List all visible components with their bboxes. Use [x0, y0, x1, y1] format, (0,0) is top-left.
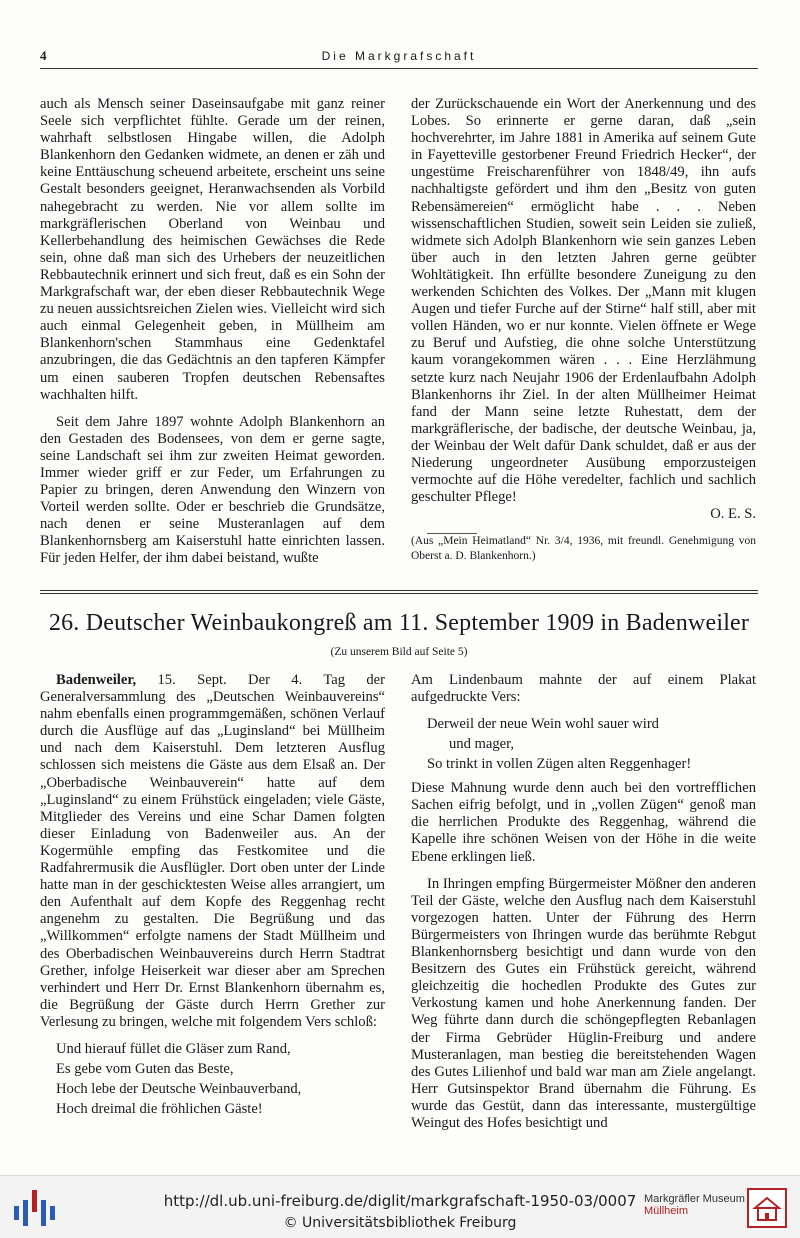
article2-paragraph: [40, 672, 385, 1031]
article2-headline: 26. Deutscher Weinbaukongreß am 11. September 1909 in Badenweiler: [48, 610, 750, 636]
verse-line: Hoch lebe der Deutsche Weinbauverband,: [56, 1080, 302, 1097]
verse-line: Und hierauf füllet die Gläser zum Rand,: [56, 1040, 291, 1057]
article2-paragraph: In Ihringen empfing Bürgermeister Mößner den anderen Teil der Gäste, welche den Ausflug nach dem Kaiserstuhl vorgezogen hatten. Unter der Führung des Herrn Bürgermeisters von Ihringen wurde das berühmte Rebgut Blankenhornsberg besichtigt und dann wurde von den Besitzern des Gutes ein Frühstück gereicht, während gleichzeitig die hochedlen Produkte des Gutes zur Verkostung kamen und hohe Anerkennung fanden. Der Weg führte dann durch die schöngepflegten Rebanlagen der Firma Gebrüder Hüglin-Freiburg und andere Musteranlagen, man bestieg die bereitstehenden Wagen des Gutes Lilienhof und bald war man am Ziele angelangt. Herr Gutsinspektor Brand übernahm die Führung. Es wurde das Gestüt, dann das interessante, mustergültige Weingut des Hofes besichtigt und: [411, 875, 756, 1131]
article2-subline: (Zu unserem Bild auf Seite 5): [330, 646, 468, 658]
dateline: Badenweiler,: [56, 672, 137, 688]
running-header: [40, 48, 758, 68]
article2-column-right: [411, 672, 756, 1132]
article1-paragraph: der Zurückschauende ein Wort der Anerkennung und des Lobes. So erinnerte er gerne daran, daß „sein hochverehrter, im Jahre 1881 in Amerika auf seinem Gute in Fayetteville gestorbener Freund Friedrich Hecker“, der ungestüme Freischarenführer von 1848/49, ihn aufs nachhaltigste gefördert und ihm den „Besitz von guten Rebensämereien“ ermöglicht habe . . . Neben wissenschaftlichen Studien, soweit sein Leiden sie zuließ, widmete sich Adolph Blankenhorn wie sein ganzes Leben über auch in den letzten Jahren gerne geübter Wohltätigkeit. Ihn erfüllte besondere Zuneigung zu den werkenden Schichten des Volkes. Der „Mann mit klugen Augen und tiefer Furche auf der Stirne“ half still, aber mit vollen Händen, wo er nur konnte. Vielen öffnete er Wege zu Beruf und Aufstieg, die ohne solche Unterstützung kaum vorangekommen wären . . . Eine Herzlähmung setzte kurz nach Neujahr 1906 der Erdenlaufbahn Adolph Blankenhorns ihr Ziel. In der alten Müllheimer Heimat fand der Mann seine letzte Ruhestatt, dem der markgräflerische, der badische, der deutsche Weinbau, ja, der Weinbau der Welt dafür Dank schuldet, daß er aus der Niederung ungeordneter Ausübung emporzusteigen vermochte auf die Höhe veredelter, fachlich und sachlich geschulter Pflege!: [411, 96, 756, 506]
verse-line: Es gebe vom Guten das Beste,: [56, 1060, 234, 1077]
page-number: 4: [40, 48, 47, 63]
article2-paragraph: Am Lindenbaum mahnte der auf einem Plakat aufgedruckte Vers:: [411, 672, 756, 706]
signature-line: [411, 506, 756, 523]
header-rule: [40, 68, 758, 69]
article1-paragraph: auch als Mensch seiner Daseinsaufgabe mit ganz reiner Seele sich verpflichtet fühlte. Gerade um der reinen, wahrhaft selbstlosen Hingabe willen, die Adolph Blankenhorn den Gedanken widmete, an denen er zäh und keine Enttäuschung scheuend arbeitete, erscheint uns seine Gestalt besonders geeignet, Heranwachsenden als Vorbild nahegebracht zu werden. Nie vor allem sollte im markgräflerischen Oberland von Weinbau und Kellerbehandlung des heimischen Gewächses die Rede sein, ohne daß man sich des Urhebers der neuzeitlichen Rebbautechnik erinnert und sich freut, daß es ein Sohn der Markgrafschaft war, der eben dieser Rebbautechnik Wege zu neuen aussichtsreichen Zielen wies. Vielleicht wird sich auch einmal Gelegenheit geben, in Müllheim am Blankenhorn'schen Stammhaus eine Gedenktafel anzubringen, die das Gedächtnis an den tapferen Kämpfer um einen sauberen Tropfen deutschen Rebensaftes wachhalten hilft.: [40, 96, 385, 403]
verse-line: und mager,: [449, 736, 515, 753]
article1-paragraph: Seit dem Jahre 1897 wohnte Adolph Blankenhorn an den Gestaden des Bodensees, von dem er gerne sagte, seine Landschaft sei ihm zur zweiten Heimat geworden. Immer wieder griff er zur Feder, um Erfahrungen zu Papier zu bringen, deren Anwendung den Winzern von Vorteil werden sollte. Oder er beschrieb die Grundsätze, nach denen er seine Musteranlagen auf dem Blankenhornsberg am Kaiserstuhl hatte einrichten lassen. Für jeden Helfer, der ihm dabei beistand, wußte: [40, 413, 385, 567]
source-note: (Aus „Mein Heimatland“ Nr. 3/4, 1936, mit freundl. Genehmigung von Oberst a. D. Blankenhorn.): [411, 535, 756, 563]
verse-block: [56, 1039, 385, 1119]
article2-column-left: [40, 672, 385, 1125]
verse-line: Hoch dreimal die fröhlichen Gäste!: [56, 1100, 263, 1117]
running-title: Die Markgrafschaft: [321, 49, 477, 63]
copyright-notice: © Universitätsbibliothek Freiburg: [283, 1215, 517, 1231]
museum-logo-icon: [747, 1188, 787, 1228]
permalink[interactable]: http://dl.ub.uni-freiburg.de/diglit/markgrafschaft-1950-03/0007: [163, 1192, 637, 1210]
museum-credit: [644, 1193, 745, 1217]
author-signature: O. E. S.: [710, 506, 756, 523]
section-divider-bottom: [40, 593, 758, 594]
article1-column-left: [40, 96, 385, 568]
section-divider-top: [40, 590, 758, 591]
article2-text: 15. Sept. Der 4. Tag der Generalversammlung des „Deutschen Weinbauvereins“ nahm ebenfalls einen programmgemäßen, schönen Verlauf durch die Ausflüge auf das „Luginsland“ bei Müllheim und nach dem Kaiserstuhl. Dem letzteren Ausflug schlossen sich meistens die Gäste aus dem Elsaß an. Der „Oberbadische Weinbauverein“ hatte auf dem „Luginsland“ zu einem Frühstück eingeladen; viele Gäste, Mitglieder des Vereins und eine Schar Damen folgten dieser Einladung von Badenweiler aus. An der Kogermühle empfing das Festkomitee und die Radfahrermusik die Ausflügler. Dort oben unter der Linde hatte man in der geschicktesten Weise alles arrangiert, um den Aufenthalt auf dem Kopfe des Reggenhag recht angenehm zu gestalten. Die Begrüßung und das „Willkommen“ erfolgte namens der Stadt Müllheim und des Oberbadischen Weinbauvereins durch Herrn Stadtrat Grether, infolge Heiserkeit war dieser aber am Sprechen verhindert und Herr Dr. Ernst Blankenhorn übernahm es, die Begrüßung der Gäste durch Herrn Grether zur Verlesung zu bringen, welche mit folgendem Vers schloß:: [40, 672, 385, 1030]
poster-verse: [427, 714, 756, 774]
museum-city: Müllheim: [644, 1205, 689, 1217]
article1-column-right: [411, 96, 756, 564]
verse-line: So trinkt in vollen Zügen alten Reggenhager!: [427, 756, 692, 773]
museum-name: Markgräfler Museum: [644, 1193, 745, 1205]
viewer-footer-bar: [0, 1175, 800, 1238]
article2-paragraph: Diese Mahnung wurde denn auch bei den vortrefflichen Sachen eifrig befolgt, und in „vollen Zügen“ genoß man die herrlichen Produkte des Reggenhag, während die Kapelle ihre schönen Weisen von der Höhe in die weite Ebene erklingen ließ.: [411, 780, 756, 865]
verse-line: Derweil der neue Wein wohl sauer wird: [427, 716, 659, 733]
